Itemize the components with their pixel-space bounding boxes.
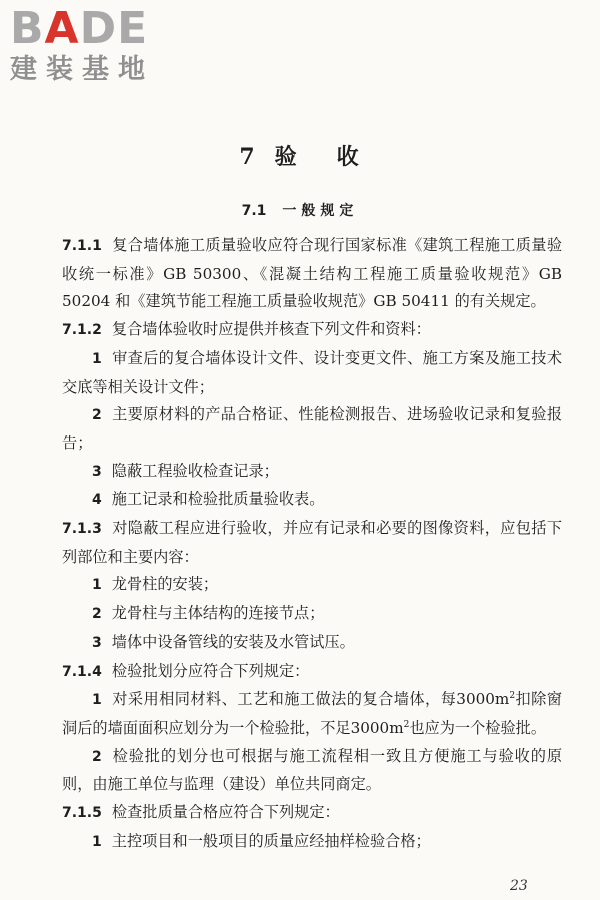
clause-7-1-4-item-1: 1 对采用相同材料、工艺和施工做法的复合墙体，每$3000m^2$扣除窗洞后的墙面面积应划分为一个检验批，不足$3000m^2$也应为一个检验批。 (62, 690, 562, 737)
clause-7-1-2-item-3: 3 隐蔽工程验收检查记录； (92, 461, 279, 480)
document-body (62, 232, 562, 856)
clause-7-1-2-item-2: 2 主要原材料的产品合格证、性能检测报告、进场验收记录和复验报告； (62, 405, 562, 452)
clause-7-1-3-item-2: 2 龙骨柱与主体结构的连接节点； (92, 604, 325, 623)
chapter-number: 7 (239, 144, 257, 170)
clause-7-1-3: 7.1.3 对隐蔽工程应进行验收，并应有记录和必要的图像资料，应包括下列部位和主要内容： (62, 519, 562, 566)
clause-7-1-1: 7.1.1 复合墙体施工质量验收应符合现行国家标准《建筑工程施工质量验收统一标准》GB 50300、《混凝土结构工程施工质量验收规范》GB 50204 和《建筑节能工程施工质量验收规范》GB 50411 的有关规定。 (62, 236, 562, 311)
clause-7-1-4: 7.1.4 检验批划分应符合下列规定： (62, 661, 310, 680)
chapter-title-part-1: 验 (274, 144, 299, 170)
logo-subtitle: 建装基地 (10, 54, 154, 85)
clause-7-1-3-item-1: 1 龙骨柱的安装； (92, 575, 219, 594)
bade-logo (10, 3, 178, 86)
chapter-title-part-2: 收 (336, 144, 361, 170)
clause-7-1-5: 7.1.5 检查批质量合格应符合下列规定： (62, 803, 340, 822)
page-number: 23 (510, 878, 528, 894)
clause-7-1-4-item-2: 2 检验批的划分也可根据与施工流程相一致且方便施工与验收的原则，由施工单位与监理（建设）单位共同商定。 (62, 746, 562, 794)
section-heading (0, 200, 600, 220)
clause-7-1-2-item-4: 4 施工记录和检验批质量验收表。 (92, 490, 325, 509)
section-title: 一般规定 (282, 203, 359, 219)
clause-7-1-5-item-1: 1 主控项目和一般项目的质量应经抽样检验合格； (92, 831, 431, 850)
clause-7-1-2-item-1: 1 审查后的复合墙体设计文件、设计变更文件、施工方案及施工技术交底等相关设计文件； (62, 348, 562, 396)
clause-7-1-3-item-3: 3 墙体中设备管线的安装及水管试压。 (92, 632, 355, 651)
section-number: 7.1 (241, 203, 267, 219)
chapter-heading (0, 140, 600, 171)
logo-wordmark: BADE (10, 3, 149, 54)
clause-7-1-2: 7.1.2 复合墙体验收时应提供并核查下列文件和资料： (62, 320, 431, 339)
